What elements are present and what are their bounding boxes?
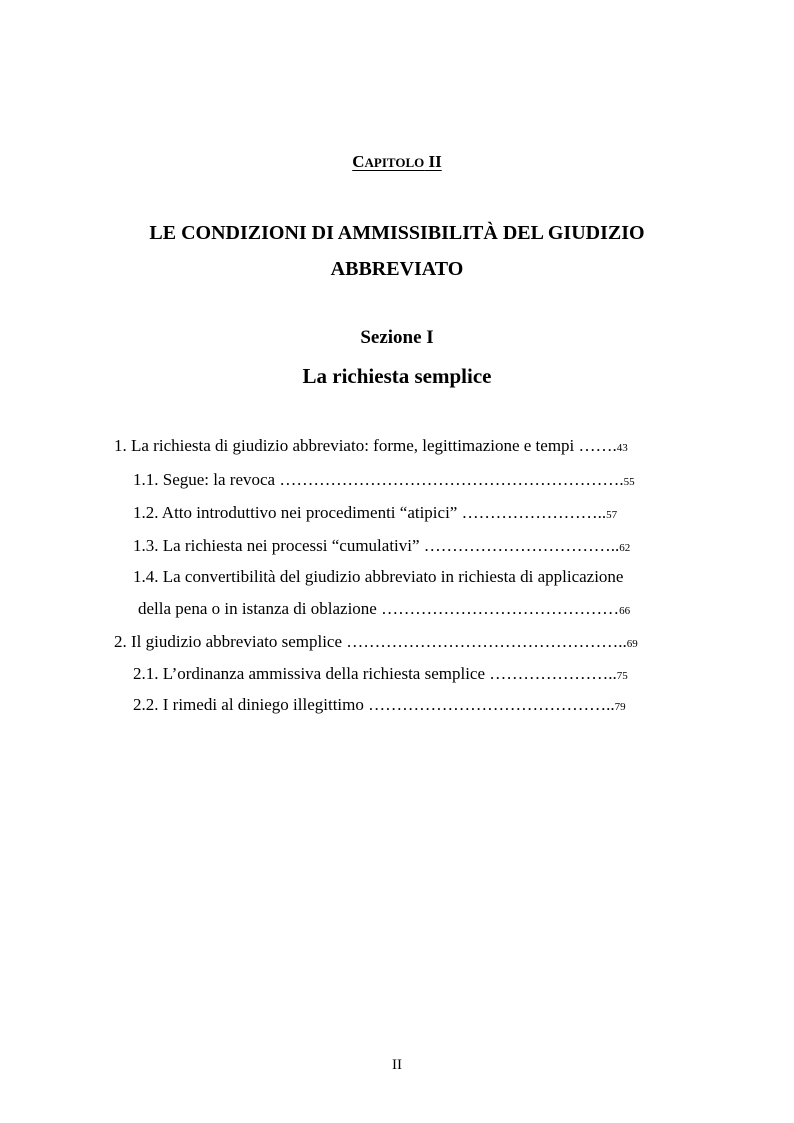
toc-entry-page: 55 — [623, 476, 635, 488]
chapter-number: II — [428, 152, 442, 171]
chapter-title — [60, 215, 734, 287]
toc-entry-1 — [114, 436, 628, 456]
section-subtitle: La richiesta semplice — [302, 364, 492, 388]
toc-entry-text: della pena o in istanza di oblazione …………………………………… — [138, 599, 620, 618]
toc-entry-text: 2. Il giudizio abbreviato semplice ………………………………………….. — [114, 632, 627, 651]
toc-entry-1-4-continued — [138, 599, 630, 619]
toc-entry-page: 43 — [616, 442, 628, 454]
toc-entry-text: 1.2. Atto introduttivo nei procedimenti “atipici” …………………….. — [133, 503, 607, 522]
toc-entry-text: 2.1. L’ordinanza ammissiva della richiesta semplice ………………….. — [133, 664, 617, 683]
toc-entry-2-2 — [133, 695, 626, 715]
toc-entry-page: 62 — [619, 542, 631, 554]
toc-entry-1-3 — [133, 536, 630, 556]
chapter-label — [352, 152, 441, 171]
toc-entry-page: 69 — [626, 638, 638, 650]
toc-entry-1-1 — [133, 470, 635, 490]
toc-entry-2 — [114, 632, 638, 652]
toc-entry-text: 1.1. Segue: la revoca ……………………………………………………. — [133, 470, 624, 489]
toc-entry-page: 75 — [616, 670, 628, 682]
chapter-title-line-2: ABBREVIATO — [330, 258, 464, 280]
page-number: II — [392, 1057, 402, 1073]
toc-entry-text: 1.3. La richiesta nei processi “cumulativi” …………………………….. — [133, 536, 620, 555]
toc-entry-page: 66 — [619, 605, 631, 617]
toc-entry-text: 2.2. I rimedi al diniego illegittimo …………………………………….. — [133, 695, 615, 714]
toc-entry-page: 57 — [606, 509, 618, 521]
toc-entry-1-4 — [133, 567, 623, 587]
toc-entry-2-1 — [133, 664, 628, 684]
toc-entry-page: 79 — [614, 701, 626, 713]
toc-entry-text: 1.4. La convertibilità del giudizio abbreviato in richiesta di applicazione — [133, 567, 624, 586]
chapter-heading — [0, 152, 794, 172]
chapter-title-line-1: LE CONDIZIONI DI AMMISSIBILITÀ DEL GIUDIZIO — [149, 222, 645, 244]
chapter-initial: C — [352, 152, 365, 171]
toc-entry-text: 1. La richiesta di giudizio abbreviato: forme, legittimazione e tempi ……. — [114, 436, 617, 455]
section-heading: Sezione I — [360, 327, 434, 348]
toc-entry-1-2 — [133, 503, 617, 523]
chapter-word: APITOLO — [364, 155, 425, 170]
